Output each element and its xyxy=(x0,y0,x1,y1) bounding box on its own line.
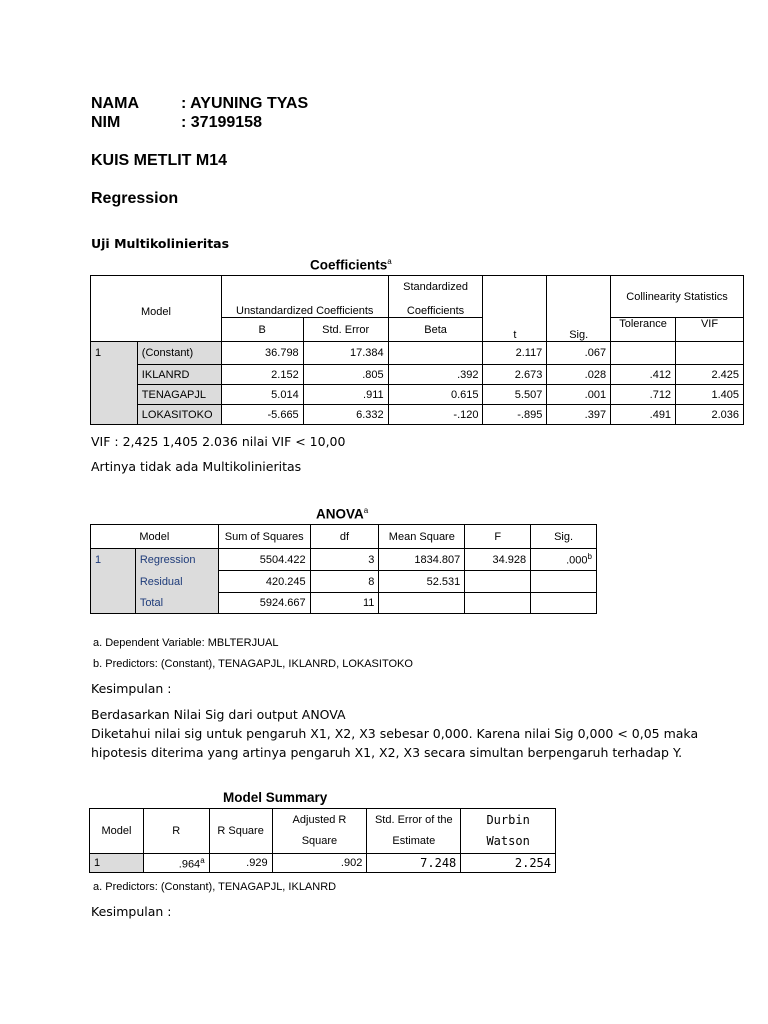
anova-conclusion-3: hipotesis diterima yang artinya pengaruh X1, X2, X3 secara simultan berpengaruh terhadap Y. xyxy=(91,745,683,760)
cell-sig: .397 xyxy=(547,405,611,425)
anova-title-text: ANOVA xyxy=(316,506,364,522)
summary-conclusion-label: Kesimpulan : xyxy=(91,904,172,919)
cell-t: 2.117 xyxy=(483,342,547,365)
table-row xyxy=(91,405,744,425)
summary-title: Model Summary xyxy=(223,790,328,805)
hdr-sig-blank2 xyxy=(547,298,611,318)
cell-tol: .412 xyxy=(611,365,676,385)
multikol-meaning: Artinya tidak ada Multikolinieritas xyxy=(91,459,302,474)
summary-hdr-model: Model xyxy=(90,809,144,854)
name-label: NAMA xyxy=(91,95,139,112)
summary-hdr-se xyxy=(367,809,461,854)
summary-hdr-dw-2: Watson xyxy=(486,834,530,848)
hdr-t-blank2 xyxy=(483,298,547,318)
anova-sig-value: .000 xyxy=(566,554,588,567)
hdr-t-blank xyxy=(483,276,547,298)
cell-vif xyxy=(676,342,744,365)
cell-b: 5.014 xyxy=(221,385,303,405)
anova-hdr-df: df xyxy=(310,525,379,549)
anova-sig-sup: b xyxy=(587,552,592,562)
hdr-beta: Beta xyxy=(388,318,483,342)
hdr-model: Model xyxy=(91,276,222,318)
hdr-tolerance: Tolerance xyxy=(611,318,676,342)
hdr-model-blank xyxy=(91,318,222,342)
coefficients-title-text: Coefficients xyxy=(310,257,388,273)
table-row xyxy=(91,365,744,385)
summary-hdr-dw-1: Durbin xyxy=(486,813,530,827)
model-num: 1 xyxy=(91,342,138,365)
cell-b: -5.665 xyxy=(221,405,303,425)
cell-t: 2.673 xyxy=(483,365,547,385)
hdr-b: B xyxy=(221,318,303,342)
summary-cell-r xyxy=(143,854,209,873)
hdr-unstd: Unstandardized Coefficients xyxy=(221,298,388,318)
hdr-t: t xyxy=(483,318,547,342)
hdr-vif: VIF xyxy=(676,318,744,342)
anova-conclusion-label: Kesimpulan : xyxy=(91,681,172,696)
summary-hdr-dw xyxy=(461,809,556,854)
anova-cell-ms: 1834.807 xyxy=(379,549,465,571)
cell-beta: -.120 xyxy=(388,405,483,425)
summary-hdr-r: R xyxy=(143,809,209,854)
table-row xyxy=(90,854,556,873)
nim-value: : 37199158 xyxy=(181,114,262,131)
multikol-heading: Uji Multikolinieritas xyxy=(91,236,230,251)
anova-cell-f xyxy=(465,593,531,614)
anova-hdr-f: F xyxy=(465,525,531,549)
anova-cell-df: 11 xyxy=(310,593,379,614)
row-name: IKLANRD xyxy=(137,365,221,385)
anova-cell-sig xyxy=(531,549,597,571)
cell-b: 36.798 xyxy=(221,342,303,365)
cell-se: .805 xyxy=(303,365,388,385)
summary-table xyxy=(89,808,556,873)
anova-title xyxy=(316,506,368,522)
anova-cell-ss: 420.245 xyxy=(218,571,310,593)
summary-hdr-adj-2: Square xyxy=(301,835,338,847)
cell-tol: .491 xyxy=(611,405,676,425)
anova-cell-ms xyxy=(379,593,465,614)
summary-cell-model: 1 xyxy=(90,854,144,873)
cell-beta xyxy=(388,342,483,365)
hdr-unstd-blank xyxy=(221,276,388,298)
table-row xyxy=(91,342,744,365)
anova-note-b: b. Predictors: (Constant), TENAGAPJL, IKLANRD, LOKASITOKO xyxy=(93,658,413,670)
table-row xyxy=(91,549,597,571)
cell-beta: .392 xyxy=(388,365,483,385)
anova-model-num: 1 xyxy=(91,549,136,571)
anova-hdr-model: Model xyxy=(91,525,219,549)
cell-vif: 2.425 xyxy=(676,365,744,385)
summary-r-sup: a xyxy=(200,855,205,865)
cell-se: 6.332 xyxy=(303,405,388,425)
cell-tol: .712 xyxy=(611,385,676,405)
anova-cell-df: 8 xyxy=(310,571,379,593)
hdr-collinearity: Collinearity Statistics xyxy=(611,276,744,318)
quiz-title: KUIS METLIT M14 xyxy=(91,152,228,169)
name-line xyxy=(91,94,308,113)
row-name: LOKASITOKO xyxy=(137,405,221,425)
anova-row-name: Total xyxy=(135,593,218,614)
anova-cell-ss: 5924.667 xyxy=(218,593,310,614)
summary-hdr-se-2: Estimate xyxy=(392,835,436,847)
anova-table xyxy=(90,524,597,614)
summary-note-a: a. Predictors: (Constant), TENAGAPJL, IKLANRD xyxy=(93,881,337,893)
hdr-std-2: Coefficients xyxy=(388,298,483,318)
cell-t: -.895 xyxy=(483,405,547,425)
anova-row-name: Residual xyxy=(135,571,218,593)
anova-hdr-ss: Sum of Squares xyxy=(218,525,310,549)
model-num-blank xyxy=(91,365,138,385)
name-value: : AYUNING TYAS xyxy=(181,95,309,112)
summary-hdr-adj-1: Adjusted R xyxy=(292,814,347,826)
row-name: (Constant) xyxy=(137,342,221,365)
anova-cell-ss: 5504.422 xyxy=(218,549,310,571)
anova-cell-ms: 52.531 xyxy=(379,571,465,593)
cell-sig: .001 xyxy=(547,385,611,405)
anova-cell-f xyxy=(465,571,531,593)
hdr-sig: Sig. xyxy=(547,318,611,342)
summary-hdr-adj xyxy=(272,809,367,854)
summary-cell-adj: .902 xyxy=(272,854,367,873)
cell-sig: .028 xyxy=(547,365,611,385)
anova-model-blank xyxy=(91,593,136,614)
cell-sig: .067 xyxy=(547,342,611,365)
vif-line: VIF : 2,425 1,405 2.036 nilai VIF < 10,00 xyxy=(91,434,346,449)
cell-t: 5.507 xyxy=(483,385,547,405)
coefficients-title xyxy=(310,257,392,273)
anova-cell-sig xyxy=(531,593,597,614)
hdr-sig-blank xyxy=(547,276,611,298)
row-name: TENAGAPJL xyxy=(137,385,221,405)
summary-cell-dw: 2.254 xyxy=(461,854,556,873)
summary-hdr-rsq: R Square xyxy=(209,809,272,854)
table-row xyxy=(91,593,597,614)
nim-line xyxy=(91,113,262,132)
nim-label: NIM xyxy=(91,114,121,131)
table-row xyxy=(91,385,744,405)
anova-note-a: a. Dependent Variable: MBLTERJUAL xyxy=(93,637,279,649)
coefficients-table xyxy=(90,275,744,425)
summary-cell-se: 7.248 xyxy=(367,854,461,873)
anova-cell-sig xyxy=(531,571,597,593)
table-row xyxy=(91,571,597,593)
section-title: Regression xyxy=(91,190,179,207)
anova-model-blank xyxy=(91,571,136,593)
anova-row-name: Regression xyxy=(135,549,218,571)
cell-se: .911 xyxy=(303,385,388,405)
coefficients-title-sup: a xyxy=(387,257,392,266)
anova-title-sup: a xyxy=(363,506,369,515)
anova-cell-df: 3 xyxy=(310,549,379,571)
hdr-se: Std. Error xyxy=(303,318,388,342)
model-num-blank xyxy=(91,385,138,405)
cell-tol xyxy=(611,342,676,365)
cell-vif: 1.405 xyxy=(676,385,744,405)
hdr-std-1: Standardized xyxy=(388,276,483,298)
anova-conclusion-1: Berdasarkan Nilai Sig dari output ANOVA xyxy=(91,707,346,722)
cell-vif: 2.036 xyxy=(676,405,744,425)
summary-cell-rsq: .929 xyxy=(209,854,272,873)
anova-hdr-sig: Sig. xyxy=(531,525,597,549)
cell-beta: 0.615 xyxy=(388,385,483,405)
anova-conclusion-2: Diketahui nilai sig untuk pengaruh X1, X2, X3 sebesar 0,000. Karena nilai Sig 0,000 < 0,05 maka xyxy=(91,726,699,741)
summary-r-value: .964 xyxy=(178,858,201,871)
cell-b: 2.152 xyxy=(221,365,303,385)
anova-hdr-ms: Mean Square xyxy=(379,525,465,549)
anova-cell-f: 34.928 xyxy=(465,549,531,571)
summary-hdr-se-1: Std. Error of the xyxy=(374,814,453,826)
cell-se: 17.384 xyxy=(303,342,388,365)
model-num-blank xyxy=(91,405,138,425)
